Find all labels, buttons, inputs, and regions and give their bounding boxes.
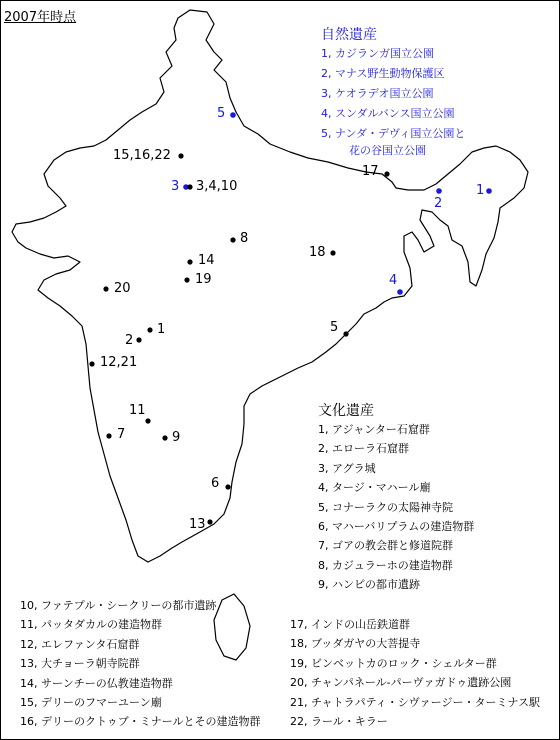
cultural-site-12-21-label: 12,21	[100, 355, 138, 370]
cultural-site-17-label: 17	[362, 164, 379, 179]
natural-site-1-label: 1	[476, 183, 485, 198]
cultural-site-7-label: 7	[117, 427, 126, 442]
cultural-site-9-marker	[162, 435, 167, 440]
cultural-site-2-label: 2	[125, 333, 134, 348]
cultural-item-1: 1, アジャンター石窟群	[318, 423, 430, 436]
cultural-site-7-marker	[106, 433, 111, 438]
natural-item-5-continued: 花の谷国立公園	[349, 144, 426, 157]
cultural-site-14-label: 14	[198, 253, 215, 268]
cultural-list-bottom-left	[20, 596, 261, 732]
cultural-site-2-marker	[136, 337, 141, 342]
cultural-item-22: 22, ラール・キラー	[290, 714, 388, 728]
natural-site-5-label: 5	[217, 106, 226, 121]
cultural-site-15-16-22-label: 15,16,22	[113, 148, 171, 163]
cultural-item-15: 15, デリーのフマーユーン廟	[20, 695, 162, 709]
cultural-site-13-label: 13	[189, 517, 206, 532]
cultural-site-13-marker	[207, 519, 212, 524]
natural-item-3: 3, ケオラデオ国立公園	[321, 87, 434, 100]
natural-site-2-label: 2	[434, 196, 443, 211]
cultural-item-18: 18, ブッダガヤの大菩提寺	[290, 637, 421, 651]
natural-site-2-marker	[436, 188, 442, 194]
cultural-site-14-marker	[187, 259, 192, 264]
natural-heritage-list	[321, 44, 465, 160]
cultural-item-12: 12, エレファンタ石窟群	[20, 637, 140, 651]
map-title: 2007年時点	[4, 10, 77, 25]
cultural-site-20-label: 20	[114, 281, 131, 296]
cultural-list-bottom-right	[290, 615, 540, 731]
cultural-item-19: 19, ビンベットカのロック・シェルター群	[290, 656, 497, 670]
cultural-site-8-marker	[230, 237, 235, 242]
cultural-item-20: 20, チャンパネール-パーヴァガドゥ遺跡公園	[290, 676, 512, 690]
cultural-item-17: 17, インドの山岳鉄道群	[290, 618, 410, 631]
cultural-site-1-label: 1	[157, 322, 166, 337]
cultural-site-5-label: 5	[330, 320, 339, 335]
natural-heritage-heading: 自然遺産	[321, 27, 377, 43]
cultural-site-6-marker	[225, 484, 230, 489]
natural-site-4-label: 4	[389, 273, 398, 288]
cultural-site-11-marker	[145, 418, 150, 423]
cultural-site-8-label: 8	[240, 231, 249, 246]
cultural-site-17-marker	[384, 171, 389, 176]
cultural-site-3-4-10-label: 3,4,10	[196, 179, 238, 194]
natural-site-5-marker	[230, 112, 236, 118]
cultural-site-20-marker	[103, 286, 108, 291]
natural-item-5: 5, ナンダ・デヴィ国立公園と	[321, 127, 466, 140]
cultural-item-5: 5, コナーラクの太陽神寺院	[318, 500, 453, 514]
natural-item-4: 4, スンダルバンス国立公園	[321, 107, 455, 120]
cultural-site-15-16-22-marker	[178, 153, 183, 158]
natural-site-4-marker	[397, 289, 403, 295]
cultural-item-7: 7, ゴアの教会群と修道院群	[318, 539, 453, 553]
cultural-item-4: 4, タージ・マハール廟	[318, 481, 431, 495]
natural-site-1-marker	[486, 188, 492, 194]
cultural-item-11: 11, パッタダカルの建造物群	[20, 618, 162, 632]
cultural-item-14: 14, サーンチーの仏教建造物群	[20, 676, 173, 690]
cultural-item-2: 2, エローラ石窟群	[318, 442, 409, 456]
cultural-site-18-label: 18	[309, 245, 326, 260]
cultural-item-8: 8, カジュラーホの建造物群	[318, 558, 453, 572]
cultural-site-3-4-10-marker	[187, 184, 192, 189]
cultural-site-19-marker	[184, 277, 189, 282]
cultural-site-6-label: 6	[211, 476, 220, 491]
cultural-site-9-label: 9	[172, 430, 181, 445]
cultural-site-11-label: 11	[129, 403, 146, 418]
cultural-item-16: 16, デリーのクトゥブ・ミナールとその建造物群	[20, 715, 261, 729]
cultural-item-10: 10, ファテプル・シークリーの都市遺跡	[20, 599, 217, 612]
natural-item-2: 2, マナス野生動物保護区	[321, 67, 445, 80]
cultural-site-19-label: 19	[195, 272, 212, 287]
cultural-item-6: 6, マハーバリプラムの建造物群	[318, 519, 475, 533]
cultural-site-12-21-marker	[89, 361, 94, 366]
natural-item-1: 1, カジランガ国立公園	[321, 47, 434, 60]
cultural-site-1-marker	[147, 327, 152, 332]
cultural-heritage-list	[318, 420, 474, 595]
cultural-heritage-heading: 文化遺産	[318, 403, 374, 419]
cultural-item-3: 3, アグラ城	[318, 461, 376, 475]
natural-site-3-label: 3	[171, 179, 180, 194]
cultural-item-13: 13, 大チョーラ朝寺院群	[20, 657, 140, 671]
cultural-item-21: 21, チャトラパティ・シヴァージー・ターミナス駅	[290, 695, 541, 709]
cultural-site-5-marker	[343, 331, 348, 336]
cultural-site-18-marker	[330, 250, 335, 255]
cultural-item-9: 9, ハンピの都市遺跡	[318, 578, 420, 592]
